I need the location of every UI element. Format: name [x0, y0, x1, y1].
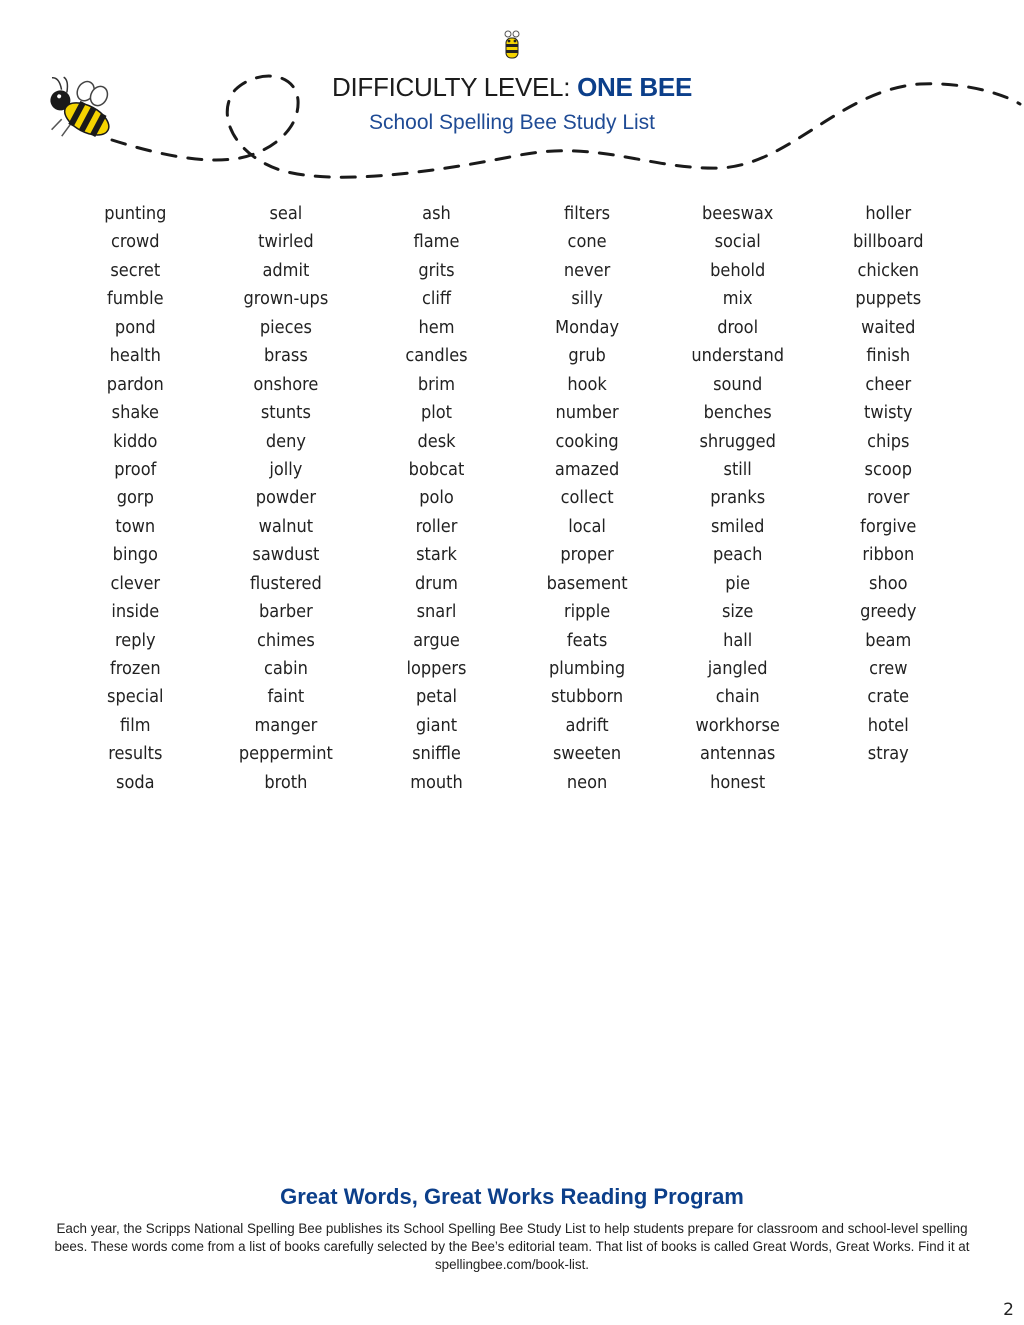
word: amazed [554, 458, 620, 480]
word: feats [566, 629, 608, 651]
word: chips [867, 430, 910, 452]
word: mix [722, 288, 753, 310]
word: roller [415, 515, 458, 537]
word: holler [865, 203, 912, 224]
word: broth [264, 771, 308, 793]
word: proof [114, 458, 157, 480]
word: ash [422, 203, 451, 224]
word: pranks [710, 487, 766, 509]
word: collect [560, 487, 614, 509]
page-title [0, 72, 1024, 103]
word: deny [265, 430, 306, 452]
word: barber [259, 601, 313, 623]
word: peppermint [238, 743, 333, 765]
word: plumbing [548, 658, 626, 679]
word: sniffle [412, 743, 461, 765]
word: hall [723, 629, 753, 651]
word: giant [415, 714, 458, 736]
word: candles [405, 345, 468, 367]
word: scoop [864, 458, 912, 480]
word: never [563, 259, 611, 281]
word: pond [114, 316, 156, 338]
word: reply [115, 629, 156, 651]
word: jangled [707, 658, 768, 679]
word: admit [262, 259, 310, 281]
word: sweeten [552, 743, 622, 765]
word: special [107, 686, 164, 708]
word: loppers [406, 658, 467, 679]
word: grits [418, 259, 455, 281]
word: stunts [260, 402, 311, 424]
word-column-1 [60, 200, 211, 797]
word: cooking [555, 430, 619, 452]
word-list [60, 200, 964, 797]
word: film [120, 714, 151, 736]
word: sawdust [252, 544, 320, 566]
word: onshore [253, 373, 319, 395]
word: cheer [865, 373, 912, 395]
word: honest [710, 771, 766, 793]
word: clever [110, 572, 161, 594]
word: shrugged [699, 430, 776, 452]
word: still [723, 458, 752, 480]
word: waited [861, 316, 916, 338]
word-column-3 [361, 200, 512, 797]
word: crew [869, 658, 908, 679]
word: Monday [555, 316, 620, 338]
word: fumble [107, 288, 164, 310]
word: flustered [250, 572, 322, 594]
word: drum [414, 572, 458, 594]
word: size [721, 601, 754, 623]
word: finish [866, 345, 911, 367]
word: powder [255, 487, 317, 509]
word: secret [110, 259, 161, 281]
word: snarl [416, 601, 457, 623]
page-number: 2 [1003, 1300, 1014, 1320]
word: chain [715, 686, 760, 708]
word: workhorse [695, 714, 780, 736]
word: stark [416, 544, 457, 566]
word: beeswax [701, 203, 774, 224]
word: shoo [869, 572, 908, 594]
word: peach [713, 544, 763, 566]
word: town [115, 515, 156, 537]
word: seal [269, 203, 303, 224]
word: sound [713, 373, 763, 395]
word: stubborn [551, 686, 624, 708]
word: neon [566, 771, 608, 793]
word: frozen [110, 658, 161, 679]
word: bingo [112, 544, 158, 566]
word-column-6 [813, 200, 964, 797]
footer-description: Each year, the Scripps National Spelling Bee publishes its School Spelling Bee Study List to help students prepare for classroom and school-level spelling bees. These words come from a list of books carefully selected by the Bee’s editorial team. That list of books is called Great Words, Great Works. Find it at spellingbee.com/book-list. [54, 1221, 970, 1272]
word: polo [419, 487, 454, 509]
word: plot [420, 402, 452, 424]
word: stray [867, 743, 909, 765]
word: health [109, 345, 161, 367]
footer-title: Great Words, Great Works Reading Program [280, 1184, 744, 1209]
word: bobcat [408, 458, 465, 480]
word: ripple [563, 601, 611, 623]
word: rover [867, 487, 910, 509]
word: mouth [410, 771, 463, 793]
word-column-5 [662, 200, 813, 797]
word: punting [104, 203, 167, 224]
word: shake [111, 402, 159, 424]
word: chimes [256, 629, 315, 651]
word: walnut [258, 515, 314, 537]
word: crowd [110, 231, 160, 253]
word: adrift [565, 714, 609, 736]
small-bee-icon [505, 31, 519, 58]
word: inside [111, 601, 160, 623]
word: petal [415, 686, 457, 708]
word: behold [710, 259, 766, 281]
word: cabin [263, 658, 308, 679]
word: manger [254, 714, 318, 736]
word: pardon [106, 373, 164, 395]
word: smiled [710, 515, 765, 537]
word: forgive [860, 515, 917, 537]
word: social [714, 231, 761, 253]
word: hem [418, 316, 455, 338]
word: flame [413, 231, 460, 253]
word-column-2 [211, 200, 362, 797]
word: argue [413, 629, 460, 651]
word: soda [116, 771, 155, 793]
word: greedy [860, 601, 917, 623]
word: ribbon [862, 544, 915, 566]
word: drool [717, 316, 759, 338]
word: antennas [699, 743, 776, 765]
word: silly [571, 288, 603, 310]
word: hook [567, 373, 607, 395]
word: benches [703, 402, 772, 424]
word: brim [417, 373, 456, 395]
word: jolly [269, 458, 303, 480]
page-subtitle: School Spelling Bee Study List [368, 111, 655, 134]
word: twirled [258, 231, 314, 253]
word: brass [264, 345, 308, 367]
word: grown-ups [243, 288, 329, 310]
difficulty-level: ONE BEE [577, 72, 692, 102]
word: faint [267, 686, 305, 708]
word: basement [546, 572, 628, 594]
word: crate [867, 686, 910, 708]
word: understand [691, 345, 785, 367]
word-column-4 [512, 200, 663, 797]
word: pie [725, 572, 751, 594]
word: pieces [259, 316, 312, 338]
word: grub [568, 345, 606, 367]
word: puppets [855, 288, 922, 310]
word: cone [567, 231, 607, 253]
word: results [108, 743, 163, 765]
word: filters [564, 203, 611, 224]
word: number [555, 402, 619, 424]
word: beam [865, 629, 912, 651]
word: chicken [857, 259, 920, 281]
word: billboard [853, 231, 924, 253]
word: local [568, 515, 606, 537]
word: proper [560, 544, 614, 566]
word: twisty [864, 402, 913, 424]
word: desk [417, 430, 456, 452]
word: cliff [421, 288, 452, 310]
word: hotel [867, 714, 909, 736]
title-prefix: DIFFICULTY LEVEL: [332, 72, 571, 102]
word: kiddo [113, 430, 158, 452]
word: gorp [116, 487, 154, 509]
